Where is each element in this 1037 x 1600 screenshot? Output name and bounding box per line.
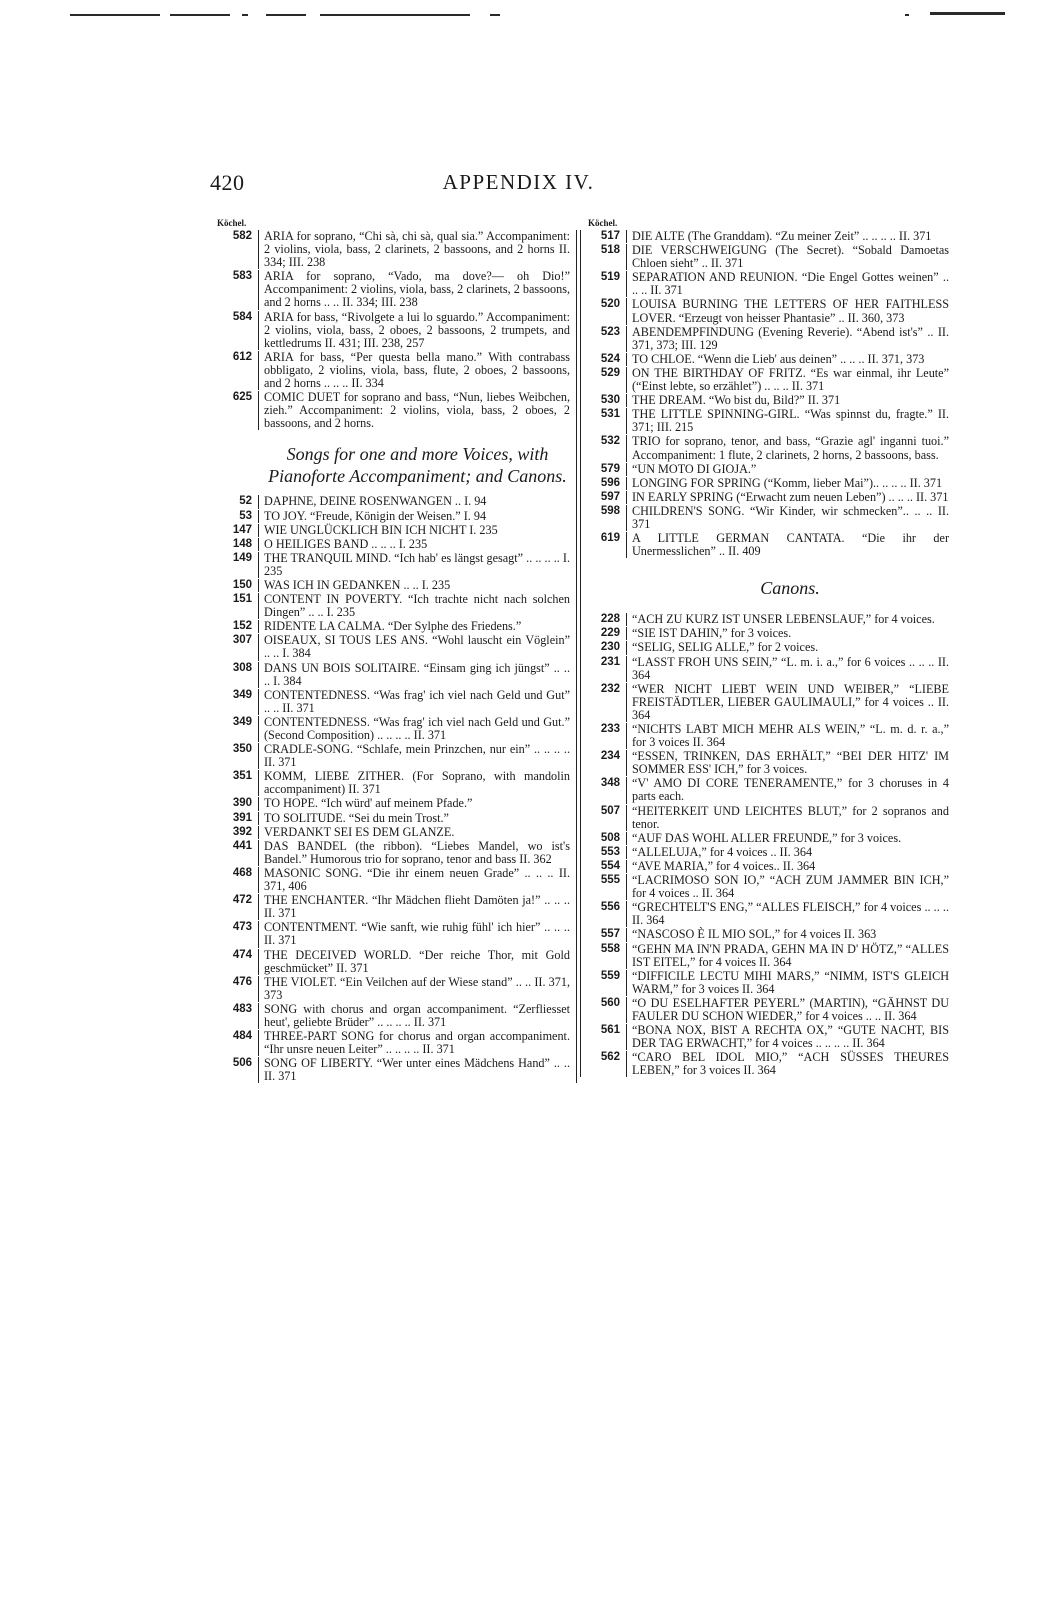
entry-text: CONTENTEDNESS. “Was frag' ich viel nach Geld und Gut.” (Second Composition) .. .. .. .. II. 371 <box>264 714 570 742</box>
entry-text: “AVE MARIA,” for 4 voices.. II. 364 <box>632 858 816 873</box>
kochel-number: 147 <box>215 524 259 537</box>
kochel-number: 392 <box>215 826 259 839</box>
catalog-entry <box>215 1030 576 1056</box>
catalog-entry <box>215 894 576 920</box>
catalog-entry <box>215 620 576 633</box>
entry-text: DAPHNE, DEINE ROSENWANGEN .. I. 94 <box>264 494 487 509</box>
catalog-entry <box>215 538 576 551</box>
kochel-number: 596 <box>581 477 627 490</box>
entry-text: THE ENCHANTER. “Ihr Mädchen flieht Damöten ja!” .. .. .. II. 371 <box>264 893 570 921</box>
entry-text: “AUF DAS WOHL ALLER FREUNDE,” for 3 voices. <box>632 830 902 845</box>
entry-text: VERDANKT SEI ES DEM GLANZE. <box>264 824 455 839</box>
entry-text: ON THE BIRTHDAY OF FRITZ. “Es war einmal, ihr Leute” (“Einst lebte, so erzählet”) .. .. .. II. 371 <box>632 365 949 394</box>
catalog-entry <box>581 394 955 407</box>
catalog-entry <box>215 634 576 660</box>
catalog-entry <box>581 901 955 927</box>
kochel-number: 523 <box>581 326 627 352</box>
entry-text: “ALLELUJA,” for 4 voices .. II. 364 <box>632 844 813 859</box>
kochel-number: 476 <box>215 976 259 1002</box>
entry-text: CHILDREN'S SONG. “Wir Kinder, wir schmecken”.. .. .. II. 371 <box>632 503 949 531</box>
kochel-number: 351 <box>215 770 259 796</box>
catalog-entry <box>581 1051 955 1077</box>
entry-text: THREE-PART SONG for chorus and organ accompaniment. “Ihr unsre neuen Leiter” .. .. .. .. II. 371 <box>264 1029 570 1057</box>
kochel-number: 233 <box>581 723 627 749</box>
kochel-number: 229 <box>581 627 627 640</box>
kochel-number: 518 <box>581 244 627 270</box>
entry-text: THE VIOLET. “Ein Veilchen auf der Wiese stand” .. .. II. 371, 373 <box>264 974 570 1002</box>
catalog-entry <box>215 391 576 430</box>
entry-text: COMIC DUET for soprano and bass, “Nun, liebes Weibchen, zieh.” Accompaniment: 2 violins, viola, bass, 2 oboes, 2 bassoons, and 2 horns. <box>264 390 570 431</box>
catalog-entry <box>581 1024 955 1050</box>
catalog-entry <box>215 689 576 715</box>
entry-text: SEPARATION AND REUNION. “Die Engel Gottes weinen” .. .. .. II. 371 <box>632 270 949 298</box>
catalog-entry <box>215 867 576 893</box>
entry-text: RIDENTE LA CALMA. “Der Sylphe des Friedens.” <box>264 619 522 634</box>
entry-text: “ESSEN, TRINKEN, DAS ERHÄLT,” “BEI DER HITZ' IM SOMMER ESS' ICH,” for 3 voices. <box>632 749 949 777</box>
catalog-entry <box>581 805 955 831</box>
entry-text: “CARO BEL IDOL MIO,” “ACH SÜSSES THEURES LEBEN,” for 3 voices II. 364 <box>632 1050 949 1078</box>
page-number: 420 <box>210 170 245 195</box>
catalog-entry <box>581 943 955 969</box>
entry-text: ARIA for soprano, “Chi sà, chi sà, qual sia.” Accompaniment: 2 violins, viola, bass, 2 clarinets, 2 bassoons, and 2 horns II. 334; III. 238 <box>264 229 570 270</box>
catalog-entry <box>581 860 955 873</box>
entry-text: “NICHTS LABT MICH MEHR ALS WEIN,” “L. m. d. r. a.,” for 3 voices II. 364 <box>632 722 949 750</box>
catalog-entry <box>215 743 576 769</box>
entry-text: THE DREAM. “Wo bist du, Bild?” II. 371 <box>632 393 841 408</box>
right-entries <box>580 230 955 1077</box>
catalog-entry <box>581 408 955 434</box>
kochel-number: 149 <box>215 552 259 578</box>
entry-text: “NASCOSO È IL MIO SOL,” for 4 voices II. 363 <box>632 927 877 942</box>
kochel-number: 506 <box>215 1057 259 1083</box>
entry-text: DIE VERSCHWEIGUNG (The Secret). “Sobald Damoetas Chloen sieht” .. II. 371 <box>632 243 949 271</box>
entry-text: OISEAUX, SI TOUS LES ANS. “Wohl lauscht ein Vöglein” .. .. I. 384 <box>264 633 570 661</box>
entry-text: “LASST FROH UNS SEIN,” “L. m. i. a.,” for 6 voices .. .. .. II. 364 <box>632 654 949 682</box>
entry-text: ARIA for soprano, “Vado, ma dove?— oh Dio!” Accompaniment: 2 violins, viola, bass, 2 clarinets, 2 bassoons, and 2 horns .. .. II. 334; III. 238 <box>264 269 570 310</box>
catalog-entry <box>581 627 955 640</box>
entry-text: “LACRIMOSO SON IO,” “ACH ZUM JAMMER BIN ICH,” for 4 voices .. II. 364 <box>632 873 949 901</box>
kochel-number: 308 <box>215 662 259 688</box>
entry-text: ARIA for bass, “Rivolgete a lui lo sguardo.” Accompaniment: 2 violins, viola, bass, 2 oboes, 2 bassoons, 2 trumpets, and kettledrums II. 431; III. 238, 257 <box>264 309 570 350</box>
entry-text: DAS BANDEL (the ribbon). “Liebes Mandel, wo ist's Bandel.” Humorous trio for soprano, tenor and bass II. 362 <box>264 838 570 866</box>
kochel-number: 507 <box>581 805 627 831</box>
catalog-entry <box>581 230 955 243</box>
entry-text: KOMM, LIEBE ZITHER. (For Soprano, with mandolin accompaniment) II. 371 <box>264 769 570 797</box>
catalog-entry <box>215 1057 576 1083</box>
catalog-entry <box>215 826 576 839</box>
left-entries <box>215 230 577 1083</box>
catalog-entry <box>215 840 576 866</box>
kochel-number: 349 <box>215 689 259 715</box>
entry-text: “O DU ESELHAFTER PEYERL” (MARTIN), “GÄHNST DU FAULER DU SCHON WIEDER,” for 4 voices .. .. II. 364 <box>632 995 949 1023</box>
kochel-number: 561 <box>581 1024 627 1050</box>
entry-text: WAS ICH IN GEDANKEN .. .. I. 235 <box>264 577 451 592</box>
catalog-entry <box>215 770 576 796</box>
entry-text: LONGING FOR SPRING (“Komm, lieber Mai”).. .. .. .. II. 371 <box>632 475 943 490</box>
entry-text: THE LITTLE SPINNING-GIRL. “Was spinnst du, fragte.” II. 371; III. 215 <box>632 407 949 435</box>
entry-text: LOUISA BURNING THE LETTERS OF HER FAITHLESS LOVER. “Erzeugt von heisser Phantasie” .. II. 360, 373 <box>632 297 949 325</box>
entry-text: DIE ALTE (The Granddam). “Zu meiner Zeit” .. .. .. .. II. 371 <box>632 229 932 243</box>
kochel-number: 553 <box>581 846 627 859</box>
kochel-number: 468 <box>215 867 259 893</box>
catalog-entry <box>581 298 955 324</box>
kochel-number: 524 <box>581 353 627 366</box>
catalog-entry <box>581 244 955 270</box>
entry-text: TO HOPE. “Ich würd' auf meinem Pfade.” <box>264 796 473 811</box>
catalog-entry <box>581 723 955 749</box>
kochel-number: 529 <box>581 367 627 393</box>
kochel-number: 508 <box>581 832 627 845</box>
kochel-number: 554 <box>581 860 627 873</box>
entry-text: TO JOY. “Freude, Königin der Weisen.” I. 94 <box>264 508 487 523</box>
catalog-entry <box>581 750 955 776</box>
kochel-number: 148 <box>215 538 259 551</box>
kochel-number: 555 <box>581 874 627 900</box>
catalog-entry <box>215 976 576 1002</box>
section-title-songs: Songs for one and more Voices, with Pianoforte Accompaniment; and Canons. <box>268 444 567 487</box>
entry-text: “V' AMO DI CORE TENERAMENTE,” for 3 choruses in 4 parts each. <box>632 776 949 804</box>
catalog-entry <box>215 812 576 825</box>
kochel-number: 557 <box>581 928 627 941</box>
catalog-entry <box>581 271 955 297</box>
catalog-entry <box>581 656 955 682</box>
kochel-number: 151 <box>215 593 259 619</box>
catalog-entry <box>215 351 576 390</box>
kochel-number: 231 <box>581 656 627 682</box>
catalog-entry <box>215 495 576 508</box>
left-column <box>215 218 577 1084</box>
kochel-number: 619 <box>581 532 627 558</box>
kochel-number: 582 <box>215 230 259 269</box>
entry-text: TRIO for soprano, tenor, and bass, “Grazie agl' inganni tuoi.” Accompaniment: 1 flute, 2 clarinets, 2 horns, 2 bassoons, bass. <box>632 434 949 462</box>
kochel-number: 307 <box>215 634 259 660</box>
kochel-number: 473 <box>215 921 259 947</box>
entry-text: CONTENT IN POVERTY. “Ich trachte nicht nach solchen Dingen” .. .. I. 235 <box>264 592 570 620</box>
entry-text: TO CHLOE. “Wenn die Lieb' aus deinen” .. .. .. II. 371, 373 <box>632 351 925 366</box>
entry-text: DANS UN BOIS SOLITAIRE. “Einsam ging ich jüngst” .. .. .. I. 384 <box>264 660 570 688</box>
kochel-number: 598 <box>581 505 627 531</box>
kochel-number: 625 <box>215 391 259 430</box>
catalog-entry <box>581 641 955 654</box>
entry-text: “SELIG, SELIG ALLE,” for 2 voices. <box>632 640 819 655</box>
catalog-entry <box>215 797 576 810</box>
kochel-number: 52 <box>215 495 259 508</box>
catalog-entry <box>581 435 955 461</box>
kochel-number: 230 <box>581 641 627 654</box>
catalog-entry <box>581 463 955 476</box>
kochel-number: 612 <box>215 351 259 390</box>
kochel-number: 562 <box>581 1051 627 1077</box>
entry-text: O HEILIGES BAND .. .. .. I. 235 <box>264 536 428 551</box>
kochel-number: 484 <box>215 1030 259 1056</box>
scan-artifact-top <box>30 8 1010 24</box>
catalog-entry <box>581 777 955 803</box>
kochel-number: 558 <box>581 943 627 969</box>
catalog-entry <box>581 505 955 531</box>
catalog-entry <box>581 846 955 859</box>
catalog-entry <box>581 683 955 722</box>
kochel-number: 441 <box>215 840 259 866</box>
entry-text: THE TRANQUIL MIND. “Ich hab' es längst gesagt” .. .. .. .. I. 235 <box>264 550 570 578</box>
entry-text: SONG OF LIBERTY. “Wer unter eines Mädchens Hand” .. .. II. 371 <box>264 1056 570 1084</box>
entry-text: “WER NICHT LIEBT WEIN UND WEIBER,” “LIEBE FREISTÄDTLER, LIEBER GAULIMAULI,” for 4 voices .. II. 364 <box>632 681 949 722</box>
kochel-column-head: Köchel. <box>217 218 247 228</box>
catalog-entry <box>215 230 576 269</box>
kochel-number: 234 <box>581 750 627 776</box>
page-header <box>0 170 1037 200</box>
catalog-entry <box>215 579 576 592</box>
entry-text: MASONIC SONG. “Die ihr einem neuen Grade” .. .. .. II. 371, 406 <box>264 865 570 894</box>
catalog-entry <box>215 593 576 619</box>
kochel-number: 390 <box>215 797 259 810</box>
kochel-number: 232 <box>581 683 627 722</box>
kochel-number: 228 <box>581 613 627 626</box>
running-head: APPENDIX IV. <box>442 170 595 194</box>
kochel-number: 349 <box>215 716 259 742</box>
catalog-entry <box>215 311 576 350</box>
kochel-number: 597 <box>581 491 627 504</box>
kochel-number: 579 <box>581 463 627 476</box>
kochel-number: 152 <box>215 620 259 633</box>
catalog-entry <box>581 970 955 996</box>
section-title-canons: Canons. <box>760 578 820 599</box>
entry-text: IN EARLY SPRING (“Erwacht zum neuen Leben”) .. .. .. II. 371 <box>632 489 949 504</box>
catalog-entry <box>581 997 955 1023</box>
kochel-column-head: Köchel. <box>588 218 618 228</box>
catalog-entry <box>581 353 955 366</box>
catalog-entry <box>215 662 576 688</box>
kochel-number: 391 <box>215 812 259 825</box>
catalog-entry <box>581 613 955 626</box>
kochel-number: 532 <box>581 435 627 461</box>
kochel-number: 472 <box>215 894 259 920</box>
entry-text: “BONA NOX, BIST A RECHTA OX,” “GUTE NACHT, BIS DER TAG ERWACHT,” for 4 voices .. .. .. .. II. 364 <box>632 1023 949 1051</box>
catalog-entry <box>581 477 955 490</box>
entry-text: “DIFFICILE LECTU MIHI MARS,” “NIMM, IST'S GLEICH WARM,” for 3 voices II. 364 <box>632 968 949 996</box>
entry-text: CONTENTMENT. “Wie sanft, wie ruhig fühl' ich hier” .. .. .. II. 371 <box>264 920 570 948</box>
catalog-entry <box>581 928 955 941</box>
kochel-number: 560 <box>581 997 627 1023</box>
catalog-entry <box>215 510 576 523</box>
entry-text: CRADLE-SONG. “Schlafe, mein Prinzchen, nur ein” .. .. .. .. II. 371 <box>264 742 570 770</box>
entry-text: “HEITERKEIT UND LEICHTES BLUT,” for 2 sopranos and tenor. <box>632 803 949 831</box>
kochel-number: 531 <box>581 408 627 434</box>
kochel-number: 556 <box>581 901 627 927</box>
entry-text: “SIE IST DAHIN,” for 3 voices. <box>632 626 792 641</box>
kochel-number: 559 <box>581 970 627 996</box>
entry-text: ARIA for bass, “Per questa bella mano.” With contrabass obbligato, 2 violins, viola, bass, flute, 2 oboes, 2 bassoons, and 2 horns .. .. .. II. 334 <box>264 349 570 391</box>
entry-text: “UN MOTO DI GIOJA.” <box>632 461 757 476</box>
catalog-entry <box>581 832 955 845</box>
entry-text: “GRECHTELT'S ENG,” “ALLES FLEISCH,” for 4 voices .. .. .. II. 364 <box>632 900 949 928</box>
entry-text: A LITTLE GERMAN CANTATA. “Die ihr der Unermesslichen” .. II. 409 <box>632 531 949 559</box>
catalog-entry <box>215 716 576 742</box>
entry-text: WIE UNGLÜCKLICH BIN ICH NICHT I. 235 <box>264 522 498 537</box>
kochel-number: 348 <box>581 777 627 803</box>
catalog-entry <box>215 270 576 309</box>
kochel-number: 583 <box>215 270 259 309</box>
entry-text: THE DECEIVED WORLD. “Der reiche Thor, mit Gold geschmücket” II. 371 <box>264 947 570 975</box>
entry-text: CONTENTEDNESS. “Was frag' ich viel nach Geld und Gut” .. .. II. 371 <box>264 687 570 715</box>
catalog-entry <box>581 491 955 504</box>
catalog-entry <box>581 874 955 900</box>
entry-text: SONG with chorus and organ accompaniment. “Zerfliesset heut', geliebte Brüder” .. .. .. .. II. 371 <box>264 1001 570 1029</box>
kochel-number: 584 <box>215 311 259 350</box>
right-column <box>580 218 955 1078</box>
catalog-entry <box>215 949 576 975</box>
kochel-number: 519 <box>581 271 627 297</box>
catalog-entry <box>215 524 576 537</box>
entry-text: ABENDEMPFINDUNG (Evening Reverie). “Abend ist's” .. II. 371, 373; III. 129 <box>632 324 949 352</box>
catalog-entry <box>215 921 576 947</box>
kochel-number: 474 <box>215 949 259 975</box>
catalog-entry <box>581 367 955 393</box>
kochel-number: 53 <box>215 510 259 523</box>
kochel-number: 150 <box>215 579 259 592</box>
kochel-number: 520 <box>581 298 627 324</box>
kochel-number: 530 <box>581 394 627 407</box>
catalog-entry <box>581 326 955 352</box>
entry-text: “GEHN MA IN'N PRADA, GEHN MA IN D' HÖTZ,” “ALLES IST EITEL,” for 4 voices II. 364 <box>632 941 949 969</box>
catalog-entry <box>215 1003 576 1029</box>
entry-text: “ACH ZU KURZ IST UNSER LEBENSLAUF,” for 4 voices. <box>632 612 935 627</box>
catalog-entry <box>215 552 576 578</box>
catalog-entry <box>581 532 955 558</box>
kochel-number: 483 <box>215 1003 259 1029</box>
entry-text: TO SOLITUDE. “Sei du mein Trost.” <box>264 810 449 825</box>
kochel-number: 350 <box>215 743 259 769</box>
kochel-number: 517 <box>581 230 627 243</box>
